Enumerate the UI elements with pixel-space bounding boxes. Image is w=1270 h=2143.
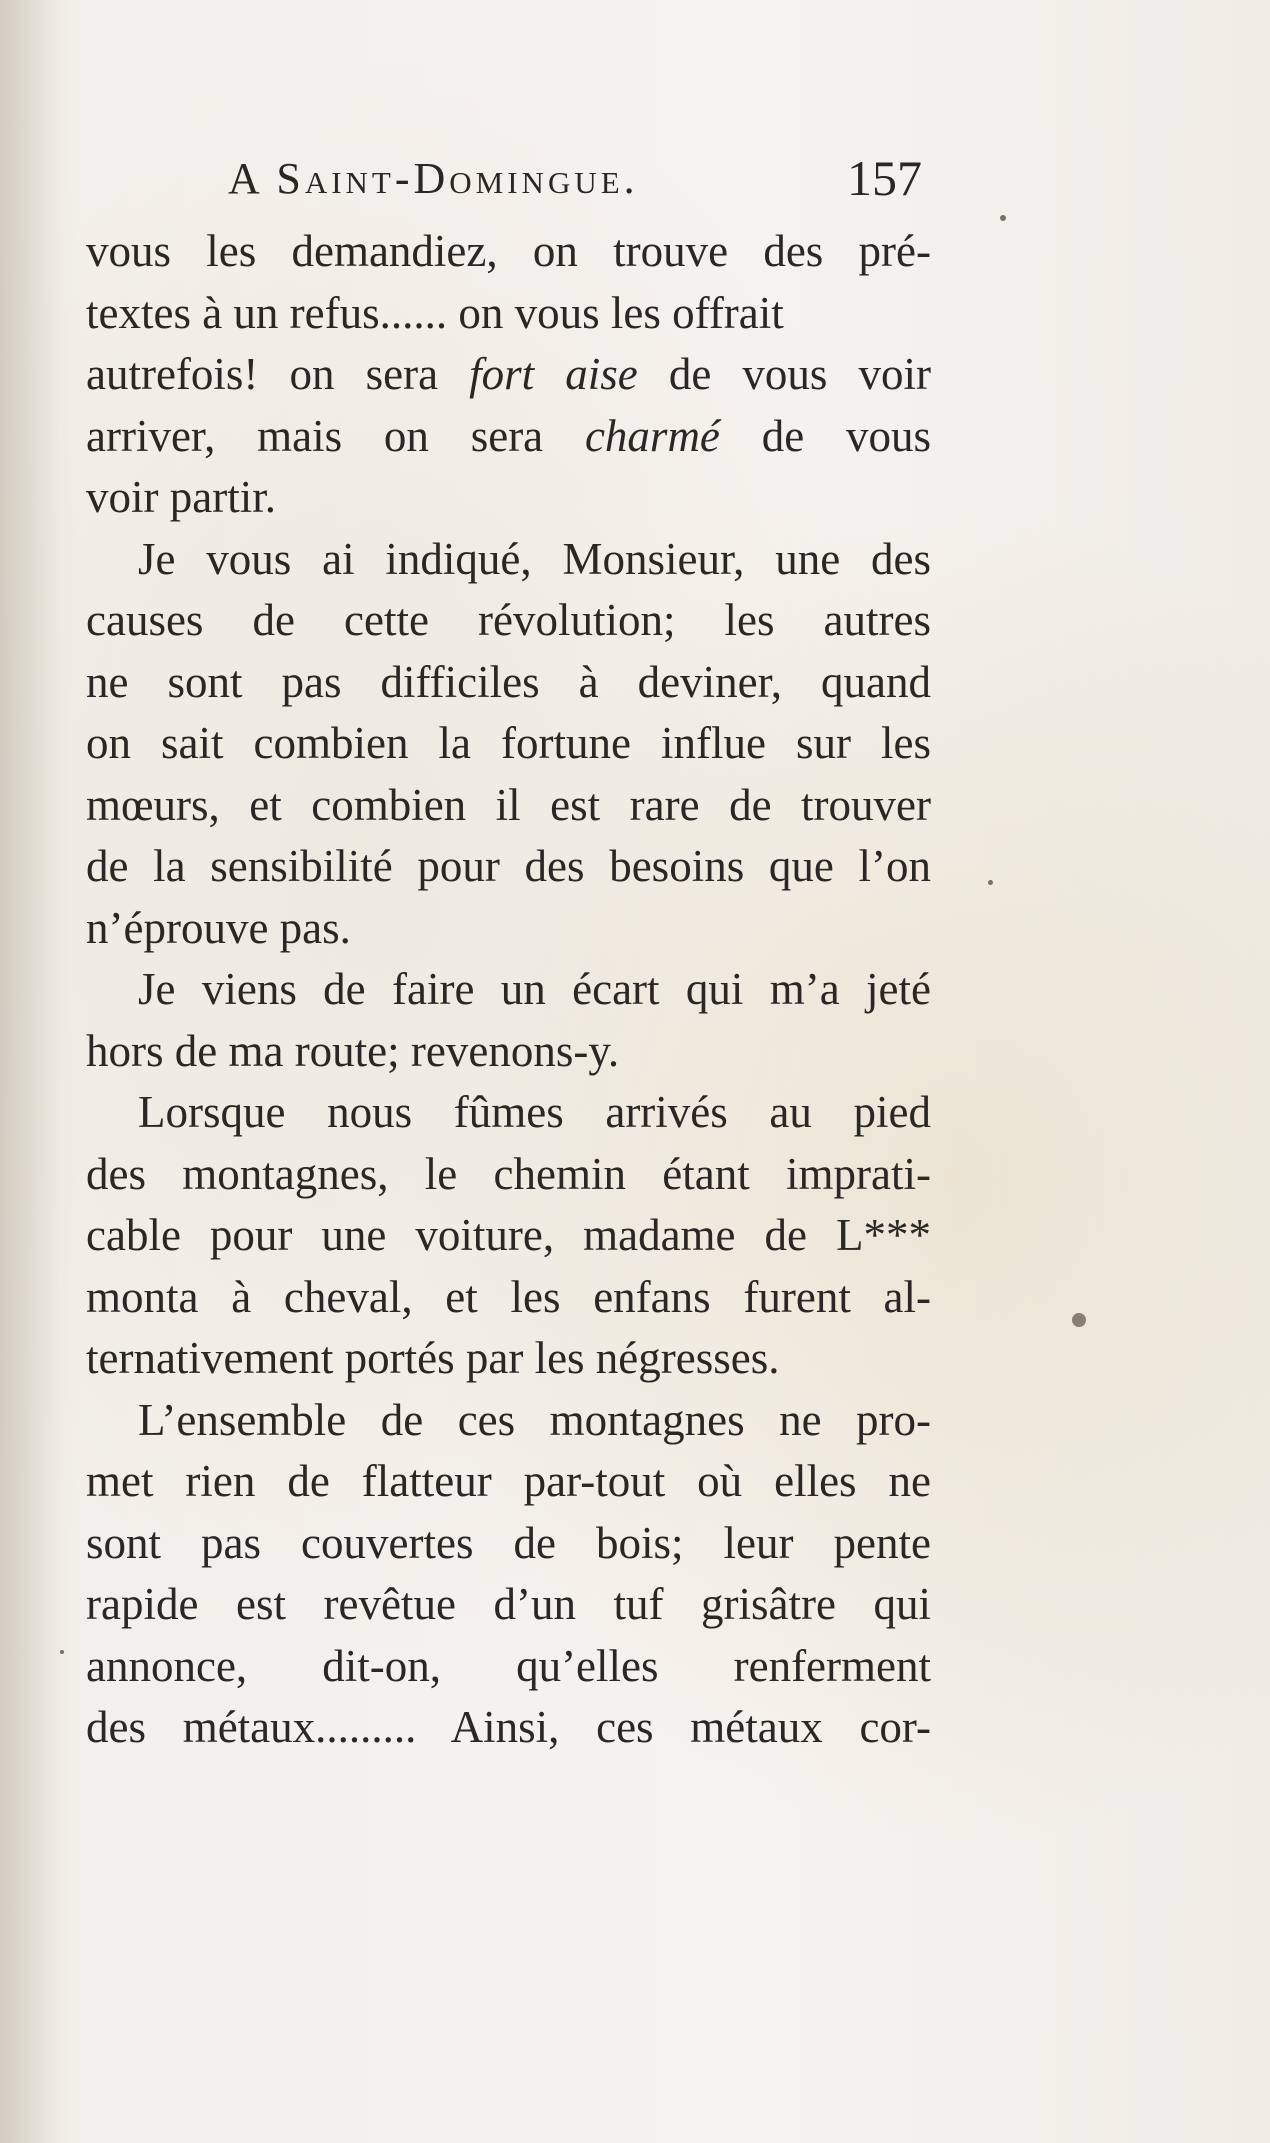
text-run: vous les demandiez, on trouve des pré- bbox=[86, 226, 931, 276]
body-text bbox=[86, 221, 931, 1759]
text-run: des montagnes, le chemin étant imprati- bbox=[86, 1148, 931, 1199]
text-run: ternativement portés par les négresses. bbox=[86, 1333, 780, 1383]
text-line bbox=[86, 1636, 931, 1698]
text-line bbox=[86, 1021, 931, 1083]
text-run: Lorsque nous fûmes arrivés au pied bbox=[138, 1087, 931, 1137]
text-line bbox=[86, 1390, 931, 1452]
text-line bbox=[86, 344, 931, 406]
paper-speck bbox=[60, 1650, 64, 1654]
text-run: sont pas couvertes de bois; leur pente bbox=[86, 1517, 931, 1568]
text-run: n’éprouve pas. bbox=[86, 902, 351, 953]
text-run: arriver, mais on sera bbox=[86, 410, 585, 461]
text-line bbox=[86, 836, 931, 898]
text-line bbox=[86, 959, 931, 1021]
paper-speck bbox=[1000, 215, 1006, 221]
text-line bbox=[86, 590, 931, 652]
text-run: des métaux......... Ainsi, ces métaux cor- bbox=[86, 1702, 931, 1752]
text-run: met rien de flatteur par-tout où elles ne bbox=[86, 1456, 931, 1506]
text-line bbox=[86, 221, 931, 283]
text-run: annonce, dit-on, qu’elles renferment bbox=[86, 1640, 931, 1691]
text-line bbox=[86, 1328, 931, 1390]
text-run: Je viens de faire un écart qui m’a jeté bbox=[138, 964, 931, 1014]
paper-speck bbox=[1072, 1313, 1086, 1327]
text-run: causes de cette révolution; les autres bbox=[86, 595, 931, 645]
text-line bbox=[86, 1082, 931, 1144]
text-line bbox=[86, 652, 931, 714]
text-line bbox=[86, 529, 931, 591]
text-line bbox=[86, 1205, 931, 1267]
italic-text: fort aise bbox=[469, 349, 638, 399]
page-number: 157 bbox=[847, 150, 922, 206]
text-run: L’ensemble de ces montagnes ne pro- bbox=[138, 1394, 931, 1445]
text-line bbox=[86, 1513, 931, 1575]
text-line bbox=[86, 1574, 931, 1636]
text-run: monta à cheval, et les enfans furent al- bbox=[86, 1271, 931, 1322]
text-line bbox=[86, 1697, 931, 1759]
paper-speck bbox=[988, 880, 993, 885]
text-run: hors de ma route; revenons-y. bbox=[86, 1025, 620, 1076]
text-run: de la sensibilité pour des besoins que l’on bbox=[86, 841, 931, 891]
text-line bbox=[86, 898, 931, 960]
running-head: A Saint-Domingue. bbox=[228, 154, 639, 203]
text-line bbox=[86, 713, 931, 775]
binding-gutter-shadow bbox=[0, 0, 60, 2143]
text-line bbox=[86, 1451, 931, 1513]
text-line bbox=[86, 1267, 931, 1329]
text-run: de vous voir bbox=[637, 349, 931, 399]
text-line bbox=[86, 467, 931, 529]
text-run: ne sont pas difficiles à deviner, quand bbox=[86, 656, 931, 707]
text-line bbox=[86, 1144, 931, 1206]
text-line bbox=[86, 283, 931, 345]
text-run: autrefois! on sera bbox=[86, 349, 470, 399]
text-run: cable pour une voiture, madame de L*** bbox=[86, 1210, 931, 1260]
text-run: Je vous ai indiqué, Monsieur, une des bbox=[138, 533, 931, 584]
text-run: de vous bbox=[719, 410, 931, 461]
italic-text: charmé bbox=[584, 410, 720, 461]
text-run: textes à un refus...... on vous les offrait bbox=[86, 287, 784, 338]
text-run: mœurs, et combien il est rare de trouver bbox=[86, 779, 931, 830]
page-header bbox=[228, 145, 928, 209]
text-run: voir partir. bbox=[86, 472, 276, 522]
text-run: rapide est revêtue d’un tuf grisâtre qui bbox=[86, 1579, 931, 1629]
text-run: on sait combien la fortune influe sur les bbox=[86, 718, 931, 768]
text-line bbox=[86, 406, 931, 468]
text-line bbox=[86, 775, 931, 837]
